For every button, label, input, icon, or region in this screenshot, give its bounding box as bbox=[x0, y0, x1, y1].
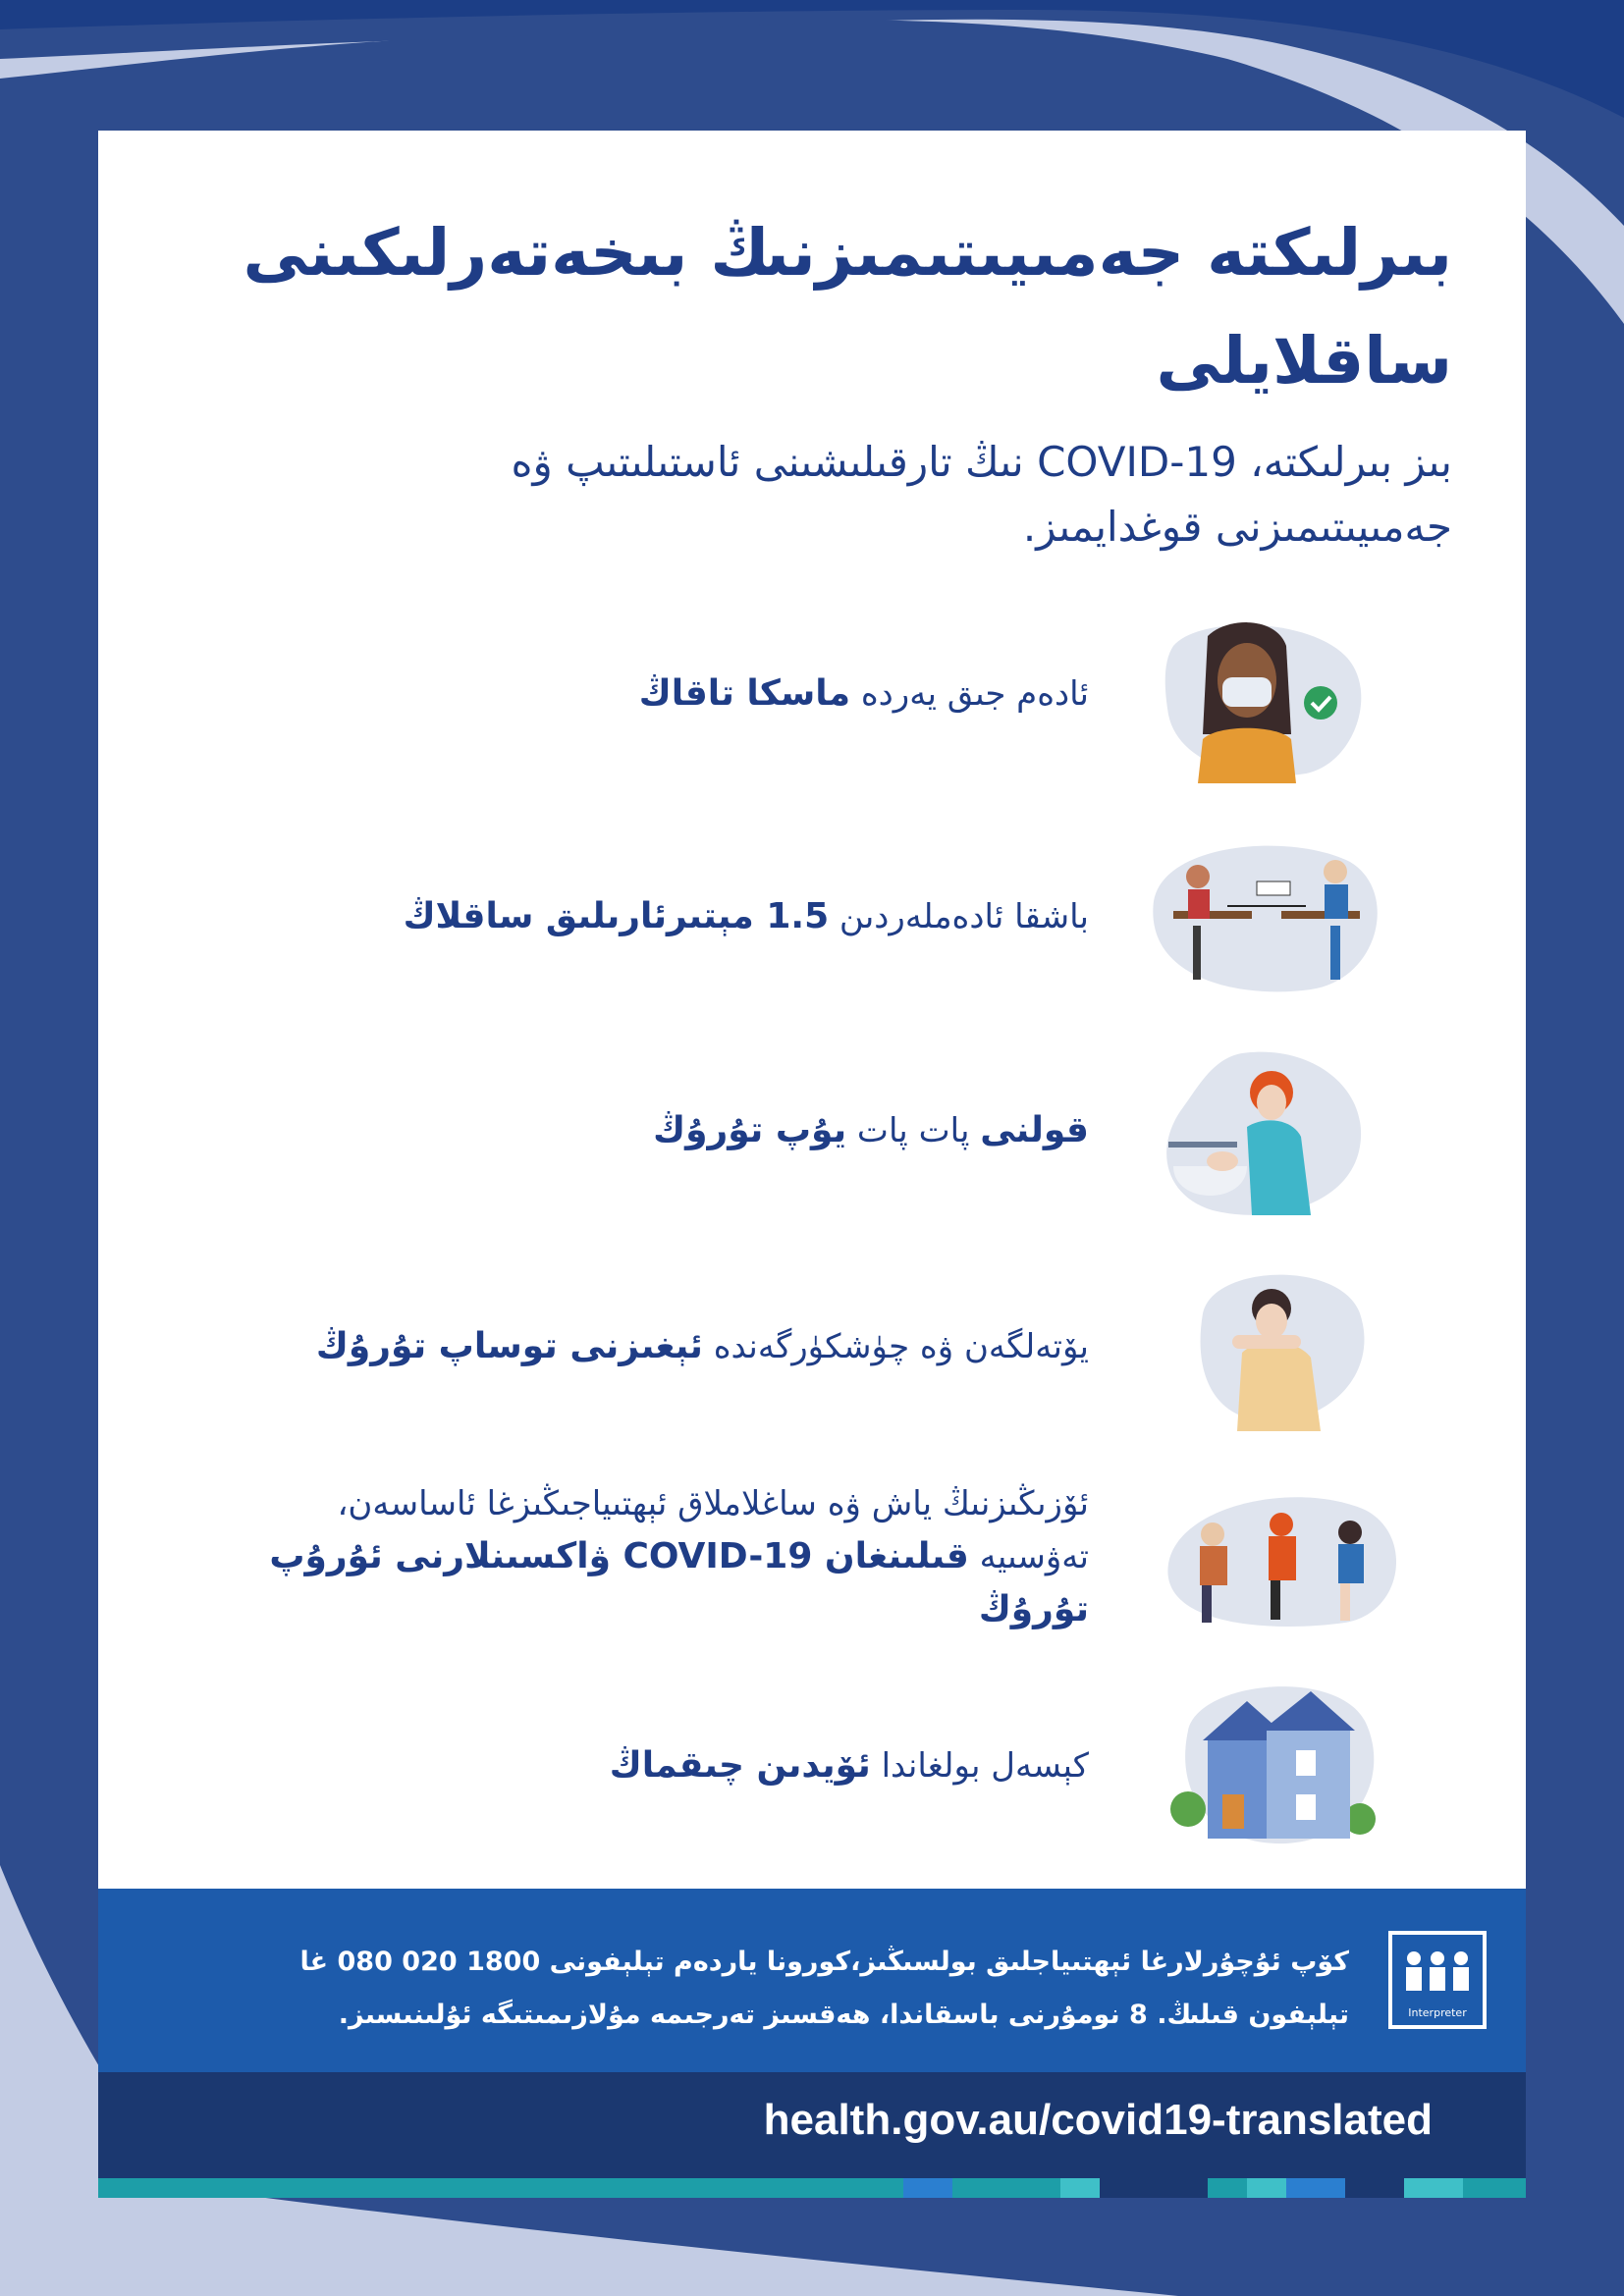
footer-helpline bbox=[98, 1889, 1526, 2072]
advice-vaccine bbox=[205, 1477, 1089, 1636]
advice-bold: قىلىنغان COVID-19 ۋاكسىنلارنى ئۇرۇپ تۇرۇڭ bbox=[269, 1536, 1089, 1629]
advice-distance bbox=[205, 890, 1089, 943]
advice-bold: 1.5 مېتىرئارىلىق ساقلاڭ bbox=[403, 896, 830, 936]
advice-text: پات پات bbox=[846, 1111, 981, 1150]
advice-text: يۆتەلگەن ۋە چۈشكۈرگەندە bbox=[702, 1327, 1089, 1366]
vaccine-icon bbox=[1159, 1485, 1404, 1632]
advice-text: تەۋسىيە bbox=[968, 1537, 1089, 1576]
advice-bold: قولنى bbox=[980, 1110, 1089, 1150]
website-url[interactable]: health.gov.au/covid19-translated bbox=[763, 2096, 1433, 2144]
advice-mask bbox=[205, 667, 1089, 721]
helpline-line2: تېلېفون قىلىڭ. 8 نومۇرنى باسقاندا، ھەقسىز تەرجىمە مۇلازىمىتىگە ئۇلىنىسىز. bbox=[338, 2000, 1349, 2030]
footer-url-bar bbox=[98, 2072, 1526, 2178]
cough-icon bbox=[1173, 1264, 1380, 1431]
advice-text: ئادەم جىق يەردە bbox=[850, 674, 1089, 714]
page-title: بىرلىكتە جەمىيىتىمىزنىڭ بىخەتەرلىكىنى ساقلايلى bbox=[243, 215, 1452, 399]
advice-bold: ماسكا تاقاڭ bbox=[638, 673, 851, 714]
advice-bold: ئۆيدىن چىقماڭ bbox=[609, 1745, 871, 1786]
helpline-text bbox=[190, 1936, 1349, 2042]
advice-line1: ئۆزىڭىزنىڭ ياش ۋە ساغلاملاق ئېھتىياجىڭىزغا ئاساسەن، bbox=[337, 1484, 1089, 1523]
advice-handwash bbox=[205, 1104, 1089, 1157]
intro-text: بىز بىرلىكتە، COVID-19 نىڭ تارقىلىشىنى ئاستىلىتىپ ۋە جەمىيىتىمىزنى قوغدايمىز. bbox=[511, 438, 1452, 551]
mask-icon bbox=[1159, 616, 1394, 783]
home-icon bbox=[1168, 1672, 1384, 1848]
advice-cough bbox=[205, 1320, 1089, 1373]
advice-text: كېسەل بولغاندا bbox=[870, 1746, 1089, 1786]
interpreter-label: Interpreter bbox=[1408, 2006, 1467, 2019]
advice-text: باشقا ئادەملەردىن bbox=[829, 897, 1089, 936]
advice-bold-2: يۇپ تۇرۇڭ bbox=[653, 1110, 847, 1150]
helpline-line1: كۆپ ئۇچۇرلارغا ئېھتىياجلىق بولسىڭىز،كورونا ياردەم تېلېفونى 1800 020 080 غا bbox=[299, 1947, 1349, 1977]
interpreter-icon bbox=[1388, 1931, 1487, 2029]
color-stripe bbox=[98, 2178, 1526, 2198]
handwash-icon bbox=[1154, 1048, 1380, 1225]
content-card bbox=[98, 131, 1526, 1889]
distance-icon bbox=[1144, 832, 1389, 999]
advice-home bbox=[205, 1739, 1089, 1792]
advice-bold: ئېغىزنى توساپ تۇرۇڭ bbox=[315, 1326, 703, 1366]
